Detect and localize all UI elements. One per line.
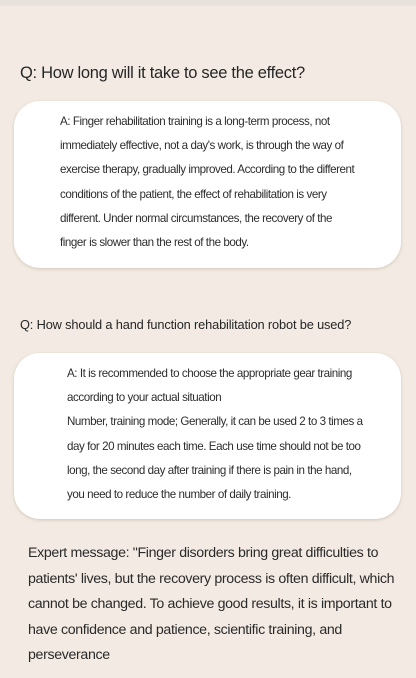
faq-answer-2-line: according to your actual situation [67, 391, 222, 405]
faq-question-2: Q: How should a hand function rehabilitation robot be used? [20, 317, 352, 332]
top-divider-strip [0, 0, 416, 6]
faq-answer-1 [60, 110, 360, 255]
faq-answer-1-line: A: Finger rehabilitation training is a long-term process, not [60, 115, 330, 128]
faq-answer-2-line: A: It is recommended to choose the appropriate gear training [67, 367, 352, 380]
faq-answer-1-line: finger is slower than the rest of the body. [60, 236, 249, 250]
expert-message-line: have confidence and patience, scientific training, and [28, 621, 342, 638]
expert-message-line: cannot be changed. To achieve good results, it is important to [28, 596, 392, 613]
faq-answer-2-line: long, the second day after training if there is pain in the hand, [67, 463, 352, 477]
expert-message [28, 541, 398, 669]
expert-message-line: perseverance [28, 647, 110, 664]
expert-message-line: Expert message: "Finger disorders bring great difficulties to [28, 545, 379, 561]
faq-answer-1-line: exercise therapy, gradually improved. According to the different [60, 163, 355, 177]
faq-answer-1-line: immediately effective, not a day's work, is through the way of [60, 139, 344, 153]
faq-answer-1-line: conditions of the patient, the effect of rehabilitation is very [60, 187, 327, 201]
expert-message-line: patients' lives, but the recovery process is often difficult, which [28, 570, 395, 587]
faq-answer-1-line: different. Under normal circumstances, the recovery of the [60, 211, 333, 225]
faq-answer-2 [67, 362, 363, 507]
faq-answer-2-line: day for 20 minutes each time. Each use time should not be too [67, 439, 361, 453]
faq-answer-2-line: Number, training mode; Generally, it can be used 2 to 3 times a [67, 415, 363, 429]
faq-answer-2-line: you need to reduce the number of daily training. [67, 488, 291, 502]
faq-question-1: Q: How long will it take to see the effect? [20, 64, 305, 82]
